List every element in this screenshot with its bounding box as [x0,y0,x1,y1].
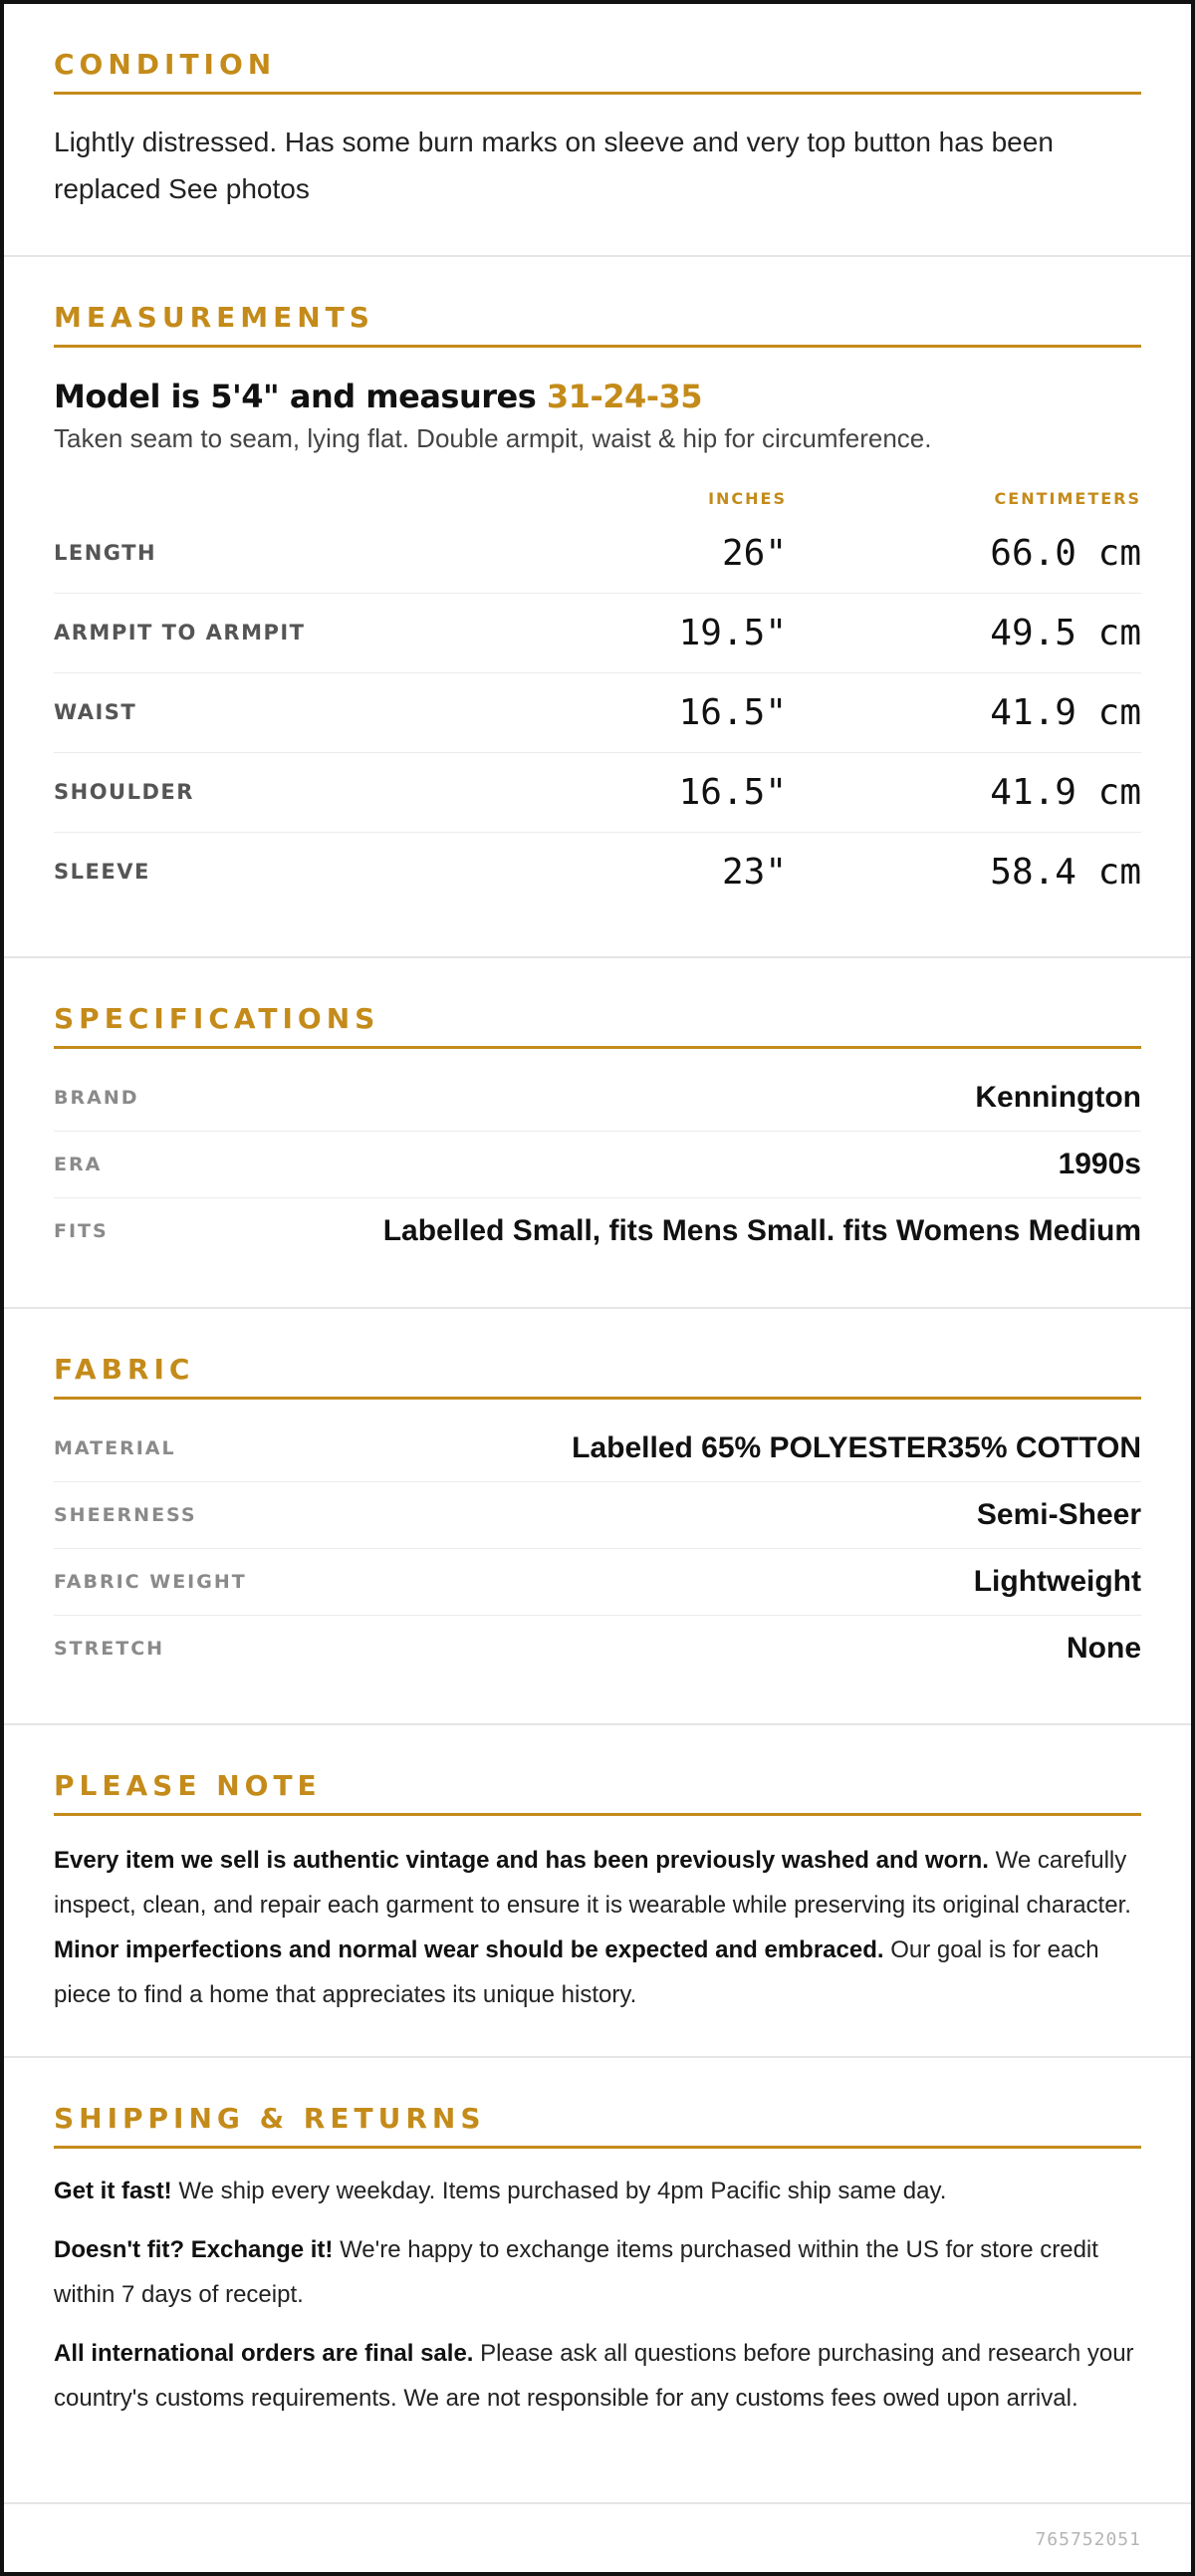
specifications-list [54,1065,1141,1264]
spec-value: Kennington [975,1080,1141,1114]
measurement-cm: 58.4 cm [990,851,1141,893]
column-header-centimeters: CENTIMETERS [994,489,1141,509]
measurement-label: SLEEVE [54,860,150,885]
fabric-key: MATERIAL [54,1436,176,1459]
spec-key: ERA [54,1153,103,1175]
spec-value: 1990s [1058,1147,1141,1180]
measurement-cm: 66.0 cm [990,532,1141,574]
shipping-heading: SHIPPING & RETURNS [54,2102,1141,2149]
fabric-row-sheerness [54,1482,1141,1549]
please-note-text [54,1838,1141,2017]
please-note-heading: PLEASE NOTE [54,1769,1141,1816]
measurements-table-header [54,484,1141,514]
fabric-section [4,1309,1191,1725]
measurement-cm: 41.9 cm [990,771,1141,813]
fabric-key: STRETCH [54,1637,165,1660]
measurement-label: ARMPIT TO ARMPIT [54,621,306,645]
shipping-text: We ship every weekday. Items purchased by 4pm Pacific ship same day. [171,2177,947,2204]
fabric-row-weight [54,1549,1141,1616]
column-header-inches: INCHES [708,489,787,509]
measurement-row-sleeve [54,833,1141,911]
measurements-section [4,257,1191,958]
fabric-value: Semi-Sheer [976,1497,1141,1531]
measurement-label: WAIST [54,700,137,725]
spec-row-era [54,1132,1141,1198]
specifications-section [4,958,1191,1309]
measurement-row-waist [54,673,1141,753]
spec-key: FITS [54,1219,109,1242]
fabric-row-material [54,1416,1141,1482]
spec-value: Labelled Small, fits Mens Small. fits Womens Medium [382,1213,1141,1247]
measurement-row-length [54,514,1141,594]
product-code: 765752051 [1035,2529,1141,2550]
model-measures-value: 31-24-35 [546,377,703,415]
condition-heading: CONDITION [54,48,1141,95]
shipping-bold: All international orders are final sale. [54,2339,474,2367]
spec-row-brand [54,1065,1141,1132]
fabric-row-stretch [54,1616,1141,1681]
shipping-paragraph-exchange [54,2227,1141,2317]
measurements-subtext: Taken seam to seam, lying flat. Double armpit, waist & hip for circumference. [54,422,932,453]
measurement-cm: 41.9 cm [990,691,1141,733]
shipping-text: Please ask all questions before purchasing and research your country's customs requirements. We are not responsible for any customs fees owed upon arrival. [54,2339,1134,2412]
specifications-heading: SPECIFICATIONS [54,1002,1141,1049]
shipping-text: We're happy to exchange items purchased within the US for store credit within 7 days of receipt. [54,2235,1098,2308]
measurements-table [54,484,1141,911]
shipping-returns-section [4,2058,1191,2504]
fabric-value: None [1067,1631,1141,1665]
fabric-key: FABRIC WEIGHT [54,1570,247,1593]
measurement-row-shoulder [54,753,1141,833]
fabric-value: Lightweight [973,1564,1141,1598]
measurement-label: LENGTH [54,541,157,566]
please-note-section [4,1725,1191,2058]
shipping-bold: Get it fast! [54,2177,172,2204]
measurement-inches: 26" [721,532,787,574]
spec-key: BRAND [54,1086,139,1109]
note-text-1: We carefully inspect, clean, and repair each garment to ensure it is wearable while preserving its original character. [54,1846,1131,1919]
shipping-paragraph-fast [54,2169,1141,2213]
condition-text: Lightly distressed. Has some burn marks on sleeve and very top button has been replaced See photos [54,126,1054,204]
note-bold-1: Every item we sell is authentic vintage and has been previously washed and worn. [54,1846,989,1874]
measurements-heading: MEASUREMENTS [54,301,1141,348]
model-prefix: Model is 5'4" and measures [54,377,547,415]
fabric-heading: FABRIC [54,1353,1141,1400]
measurement-row-armpit [54,594,1141,673]
fabric-list [54,1416,1141,1681]
measurement-cm: 49.5 cm [990,612,1141,653]
shipping-paragraph-international [54,2331,1141,2421]
note-bold-2: Minor imperfections and normal wear should be expected and embraced. [54,1935,884,1963]
measurement-inches: 16.5" [678,771,787,813]
condition-section [4,4,1191,257]
spec-row-fits [54,1198,1141,1264]
measurement-inches: 19.5" [678,612,787,653]
measurement-label: SHOULDER [54,780,194,805]
measurement-inches: 23" [721,851,787,893]
shipping-bold: Doesn't fit? Exchange it! [54,2235,334,2263]
fabric-key: SHEERNESS [54,1503,197,1526]
model-measurements-line [54,378,1141,415]
note-text-2: Our goal is for each piece to find a home that appreciates its unique history. [54,1935,1099,2008]
fabric-value: Labelled 65% POLYESTER35% COTTON [572,1430,1141,1464]
measurement-inches: 16.5" [678,691,787,733]
